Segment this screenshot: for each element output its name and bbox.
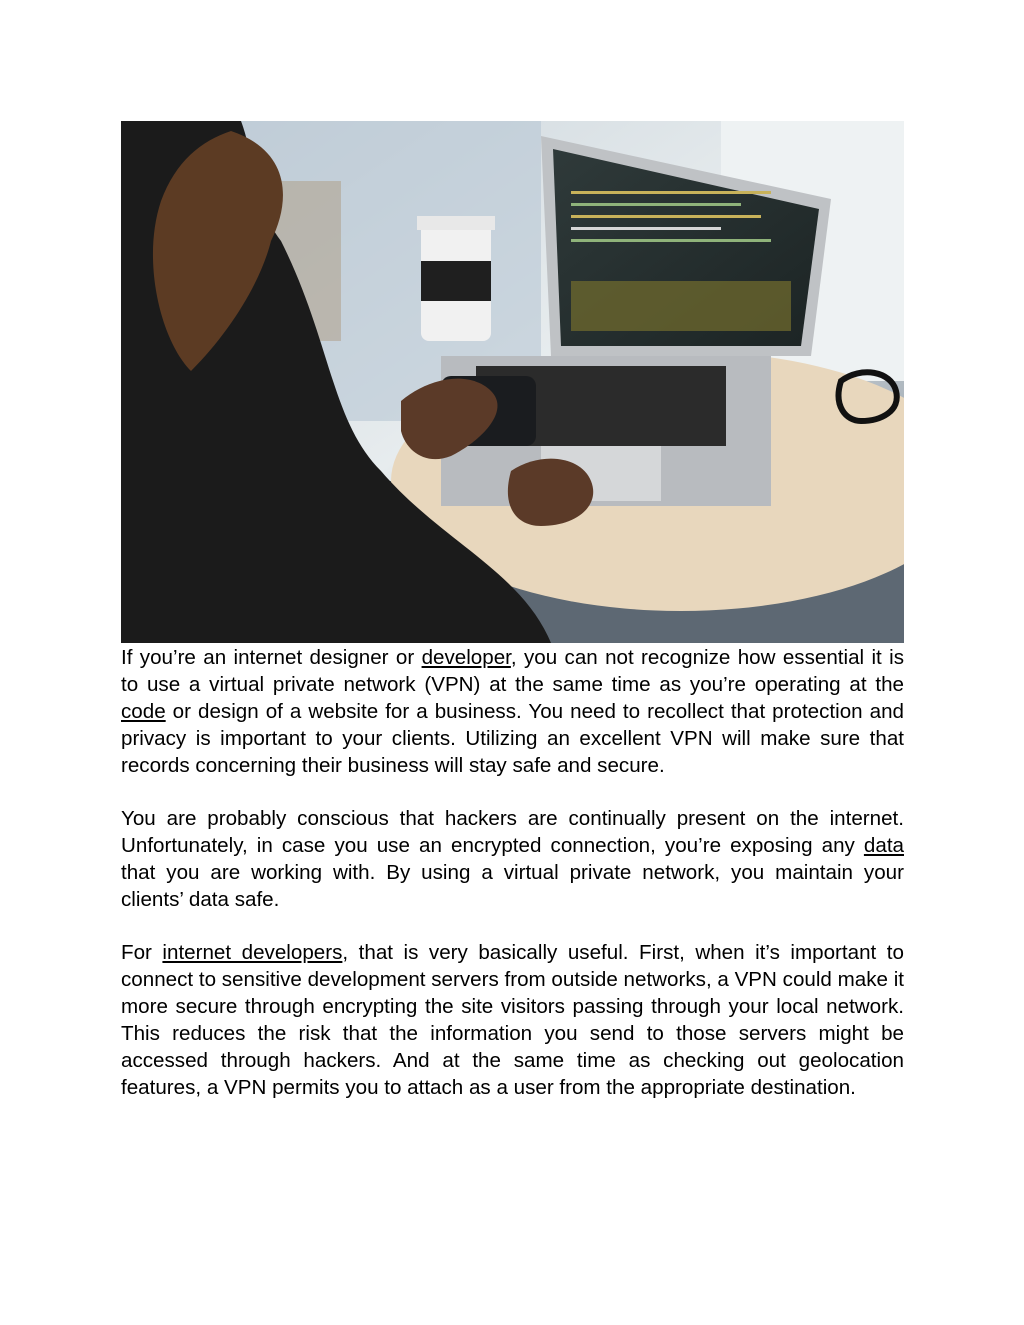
- internet-developers-link[interactable]: internet developers: [162, 941, 343, 964]
- hero-photo: [121, 121, 904, 643]
- paragraph: [121, 939, 904, 1101]
- data-link[interactable]: data: [863, 834, 904, 857]
- paragraph-text: that you are working with. By using a virtual private network, you maintain your clients’ data safe.: [121, 861, 904, 911]
- developer-link[interactable]: developer: [421, 646, 511, 669]
- paragraph-text: If you’re an internet designer or: [121, 646, 422, 669]
- paragraph-text: For: [121, 941, 163, 964]
- laptop-workspace-illustration: [121, 121, 904, 643]
- paragraph: [121, 805, 904, 913]
- paragraph-text: , you can not recognize how essential it is to use a virtual private network (VPN) at the same time as you’re operating at the: [121, 646, 904, 696]
- paragraph-text: or design of a website for a business. You need to recollect that protection and privacy is important to your clients. Utilizing an excellent VPN will make sure that records concerning their business will stay safe and secure.: [121, 700, 904, 777]
- paragraph-text: , that is very basically useful. First, when it’s important to connect to sensitive development servers from outside networks, a VPN could make it more secure through encrypting the site visitors passing through your local network. This reduces the risk that the information you send to those servers might be accessed through hackers. And at the same time as checking out geolocation features, a VPN permits you to attach as a user from the appropriate destination.: [121, 941, 904, 1099]
- code-link[interactable]: code: [121, 700, 166, 723]
- article-body: [121, 644, 904, 1127]
- paragraph-text: You are probably conscious that hackers are continually present on the internet. Unfortunately, in case you use an encrypted connection, you’re exposing any: [121, 807, 904, 857]
- paragraph: [121, 644, 904, 779]
